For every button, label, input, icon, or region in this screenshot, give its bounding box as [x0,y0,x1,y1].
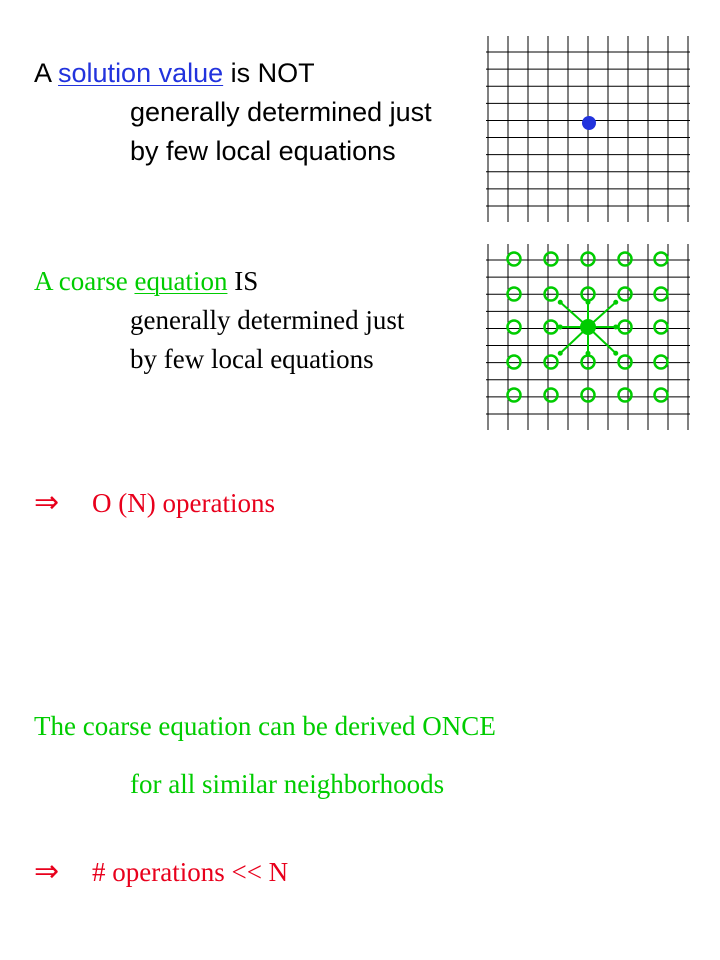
coarse-grid-diagram [486,244,690,430]
coarse-point-circle [508,389,521,402]
few-operations-conclusion [34,854,289,889]
statement-prefix: A [34,58,59,88]
coarse-point-circle [619,321,632,334]
statement-line-3: by few local equations [130,136,396,166]
statement-prefix: A coarse [34,266,135,296]
coarse-point-circle [619,389,632,402]
similar-neighborhoods-line: for all similar neighborhoods [130,769,445,799]
solution-value-statement [34,60,315,87]
coarse-point-circle [655,253,668,266]
fine-grid-diagram [486,36,690,222]
derived-once-statement: The coarse equation can be derived ONCE [34,711,496,741]
statement-line-2: generally determined just [130,97,432,127]
statement-suffix: is NOT [223,58,315,88]
arrow-head [613,300,618,305]
coarse-point-circle [545,356,558,369]
coarse-point-circle [508,356,521,369]
arrow-head [558,351,563,356]
coarse-point-circle [655,389,668,402]
coarse-point-circle [655,321,668,334]
statement-line-3: by few local equations [130,344,374,374]
implies-arrow-icon: ⇒ [34,854,60,889]
coarse-point-circle [545,321,558,334]
statement-suffix: IS [227,266,259,296]
linear-operations-conclusion [34,485,275,520]
implies-arrow-icon: ⇒ [34,485,60,520]
solution-value-term: solution value [58,58,224,88]
coarse-point-circle [619,253,632,266]
arrow-head [613,351,618,356]
coarse-equation-term: equation [134,266,228,296]
solution-point-dot [582,116,596,130]
coarse-point-circle [508,253,521,266]
arrow-head [558,300,563,305]
coarse-point-circle [545,253,558,266]
coarse-point-circle [508,321,521,334]
conclusion-text: O (N) operations [92,488,275,518]
coarse-point-circle [655,356,668,369]
statement-line-2: generally determined just [130,305,405,335]
coarse-point-circle [545,389,558,402]
conclusion-text: # operations << N [92,857,289,887]
coarse-equation-statement [34,268,258,295]
center-coarse-point [580,319,596,335]
coarse-point-circle [619,356,632,369]
